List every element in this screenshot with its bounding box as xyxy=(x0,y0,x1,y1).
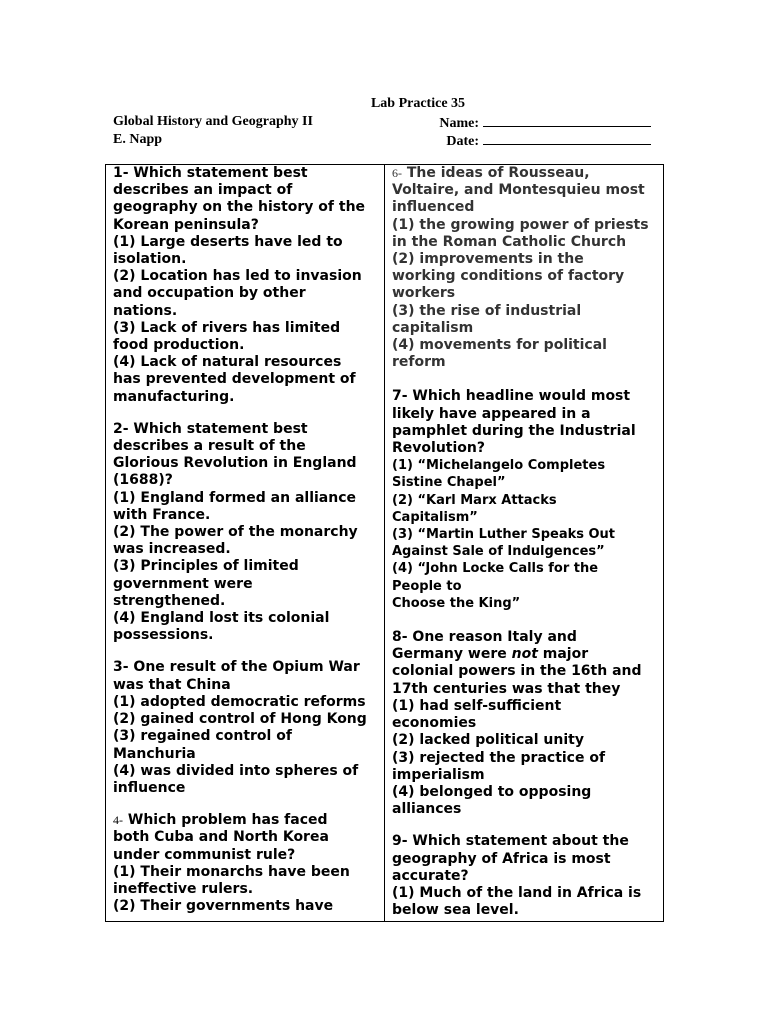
question-1 xyxy=(113,165,381,406)
question-text: describes a result of the xyxy=(113,438,306,455)
answer-option: (3) the rise of industrial xyxy=(392,302,582,319)
question-text-part: major xyxy=(537,646,589,663)
question-text: 8- One reason Italy and xyxy=(392,629,577,646)
answer-option: economies xyxy=(392,715,477,732)
question-text-first: Which problem has faced xyxy=(127,812,328,829)
question-3 xyxy=(113,659,381,797)
name-field xyxy=(433,113,651,133)
question-number: 6- xyxy=(392,166,402,180)
answer-option: imperialism xyxy=(392,766,485,783)
answer-option: Against Sale of Indulgences” xyxy=(392,544,605,560)
question-number: 4- xyxy=(113,813,123,828)
answer-option: government were xyxy=(113,575,253,592)
question-text: 17th centuries was that they xyxy=(392,680,621,697)
questions-table xyxy=(105,164,664,922)
question-text: (1688)? xyxy=(113,472,173,489)
right-column xyxy=(392,165,662,919)
answer-option: below sea level. xyxy=(392,902,519,919)
question-text-part: Germany were xyxy=(392,646,512,663)
question-text: geography on the history of the xyxy=(113,199,366,216)
answer-option: manufacturing. xyxy=(113,388,235,405)
answer-option: Sistine Chapel” xyxy=(392,475,506,491)
answer-option: Choose the King” xyxy=(392,595,521,611)
question-text-first: The ideas of Rousseau, xyxy=(406,165,590,181)
answer-option: food production. xyxy=(113,337,245,354)
answer-option: strengthened. xyxy=(113,592,226,609)
answer-option: (3) “Martin Luther Speaks Out xyxy=(392,527,616,543)
answer-option: influence xyxy=(113,779,186,796)
answer-option: (4) “John Locke Calls for the xyxy=(392,561,599,577)
question-text: Voltaire, and Montesquieu most xyxy=(392,182,645,199)
answer-option: (3) regained control of xyxy=(113,728,292,745)
question-text: Revolution? xyxy=(392,440,485,457)
question-text: 9- Which statement about the xyxy=(392,833,629,850)
course-name: Global History and Geography II xyxy=(113,114,313,129)
question-text: influenced xyxy=(392,199,475,216)
answer-option: (2) Location has led to invasion xyxy=(113,268,362,285)
answer-option: (4) movements for political xyxy=(392,337,607,354)
answer-option: (4) was divided into spheres of xyxy=(113,762,359,779)
question-text: both Cuba and North Korea xyxy=(113,829,329,846)
answer-option: (3) Principles of limited xyxy=(113,558,299,575)
answer-option: (1) had self-sufficient xyxy=(392,697,562,714)
question-text: accurate? xyxy=(392,867,469,884)
answer-option: working conditions of factory xyxy=(392,268,625,285)
answer-option: and occupation by other xyxy=(113,285,306,302)
answer-option: (1) adopted democratic reforms xyxy=(113,693,366,710)
question-text: Korean peninsula? xyxy=(113,216,259,233)
answer-option: was increased. xyxy=(113,541,231,558)
answer-option: possessions. xyxy=(113,627,214,644)
name-label: Name: xyxy=(439,116,479,131)
answer-option: (4) Lack of natural resources xyxy=(113,354,342,371)
answer-option: (3) rejected the practice of xyxy=(392,749,606,766)
teacher-name: E. Napp xyxy=(113,132,163,147)
answer-option: alliances xyxy=(392,801,462,818)
question-text: colonial powers in the 16th and xyxy=(392,663,642,680)
question-text: pamphlet during the Industrial xyxy=(392,422,636,439)
answer-option: (1) England formed an alliance xyxy=(113,489,357,506)
question-text xyxy=(113,812,381,829)
question-9 xyxy=(392,833,662,919)
answer-option: (3) Lack of rivers has limited xyxy=(113,319,341,336)
answer-option: (2) improvements in the xyxy=(392,251,584,268)
question-8 xyxy=(392,629,662,818)
answer-option: ineffective rulers. xyxy=(113,880,254,897)
answer-option: Manchuria xyxy=(113,745,196,762)
question-2 xyxy=(113,421,381,645)
question-text: 7- Which headline would most xyxy=(392,388,631,405)
answer-option: (2) Their governments have xyxy=(113,898,334,915)
question-text: was that China xyxy=(113,676,231,693)
date-blank-line xyxy=(483,131,651,145)
answer-option: isolation. xyxy=(113,251,187,268)
answer-option: Capitalism” xyxy=(392,509,478,525)
answer-option: (4) belonged to opposing xyxy=(392,783,592,800)
answer-option: capitalism xyxy=(392,319,474,336)
answer-option: (1) Their monarchs have been xyxy=(113,863,350,880)
question-text: 1- Which statement best xyxy=(113,165,308,181)
question-text: likely have appeared in a xyxy=(392,405,591,422)
answer-option: reform xyxy=(392,354,446,371)
header-row-teacher xyxy=(113,131,663,149)
answer-option: (2) gained control of Hong Kong xyxy=(113,711,367,728)
question-text: describes an impact of xyxy=(113,182,293,199)
answer-option: (1) Much of the land in Africa is xyxy=(392,884,642,901)
answer-option: (1) Large deserts have led to xyxy=(113,233,343,250)
question-4 xyxy=(113,812,381,915)
date-field xyxy=(433,131,651,151)
answer-option: in the Roman Catholic Church xyxy=(392,233,627,250)
answer-option: (2) “Karl Marx Attacks xyxy=(392,492,557,508)
name-blank-line xyxy=(483,113,651,127)
answer-option: has prevented development of xyxy=(113,371,356,388)
answer-option: nations. xyxy=(113,302,178,319)
header-row-course xyxy=(113,113,663,131)
emphasis-text: not xyxy=(511,646,538,663)
answer-option: (2) lacked political unity xyxy=(392,732,584,749)
left-column xyxy=(113,165,381,915)
date-label: Date: xyxy=(446,134,479,149)
question-6 xyxy=(392,165,662,371)
question-text: geography of Africa is most xyxy=(392,850,611,867)
answer-option: (2) The power of the monarchy xyxy=(113,524,358,541)
answer-option: People to xyxy=(392,578,462,594)
question-text: 3- One result of the Opium War xyxy=(113,659,360,676)
answer-option: (1) the growing power of priests xyxy=(392,216,649,233)
column-divider xyxy=(384,165,385,921)
page-title: Lab Practice 35 xyxy=(370,96,466,111)
document-header xyxy=(113,95,663,149)
question-text: Glorious Revolution in England xyxy=(113,455,357,472)
answer-option: workers xyxy=(392,285,456,302)
question-text: 2- Which statement best xyxy=(113,420,308,437)
question-7 xyxy=(392,388,662,612)
answer-option: (1) “Michelangelo Completes xyxy=(392,458,606,474)
answer-option: (4) England lost its colonial xyxy=(113,610,330,627)
question-text xyxy=(392,646,662,663)
question-text: under communist rule? xyxy=(113,846,296,863)
answer-option: with France. xyxy=(113,506,211,523)
question-text xyxy=(392,165,662,182)
